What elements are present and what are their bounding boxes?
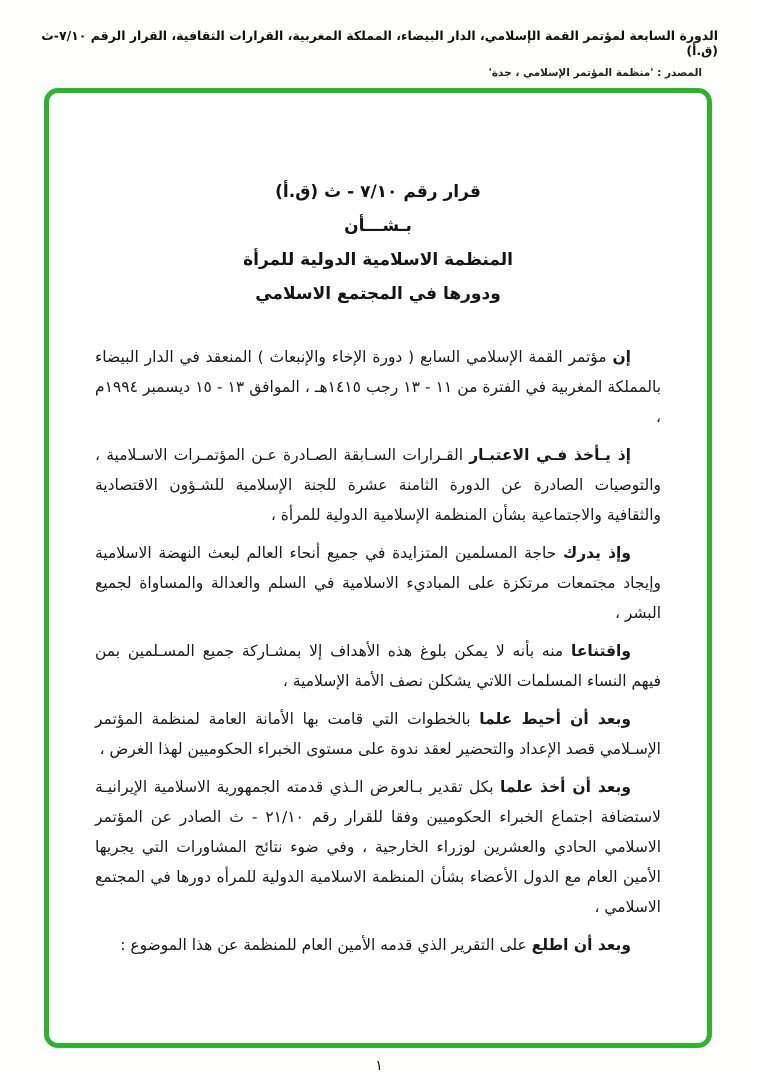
paragraph-text: حاجة المسلمين المتزايدة في جميع أنحاء العالم لبعث النهضة الاسلامية وإيجاد مجتمعات مرتكزة على المباديء الاسلامية في السلم والعدالة والمساواة لجميع البشر ، xyxy=(95,543,661,622)
paragraph xyxy=(95,704,661,764)
paragraph-lead: إن xyxy=(612,347,631,366)
paragraph-lead: وبعد أن اطلع xyxy=(531,935,631,954)
source-line: المصدر : 'منظمة المؤتمر الإسلامي ، جدة' xyxy=(488,67,702,79)
header-citation xyxy=(30,28,718,79)
decision-number-title: قرار رقم ٧/١٠ - ث (ق.أ) xyxy=(275,182,481,202)
paragraph-text: بكل تقدير بـالعرض الـذي قدمته الجمهورية الاسلامية الإيرانيـة لاستضافة اجتماع الخبراء الحكوميين وفقا للقرار رقم ٢١/١٠ - ث الصادر عن المؤتمر الاسلامي الحادي والعشرين لوزراء الخارجية ، وفي ضوء نتائج المشاورات التي يجريها الأمين العام مع الدول الأعضاء بشأن المنظمة الاسلامية الدولية للمرأه دورها في المجتمع الاسلامي ، xyxy=(95,777,661,916)
paragraph-text: مؤتمر القمة الإسلامي السابع ( دورة الإخاء والإنبعاث ) المنعقد في الدار البيضاء بالمملكة المغربية في الفترة من ١١ - ١٣ رجب ١٤١٥هـ ، الموافق ١٣ - ١٥ ديسمبر ١٩٩٤م ، xyxy=(95,347,662,426)
title-block xyxy=(95,181,661,306)
paragraph-lead: وبعد أن أخذ علما xyxy=(500,777,631,796)
paragraph xyxy=(95,930,661,960)
paragraph-lead: إذ يـأخذ فـي الاعتبـار xyxy=(469,445,631,464)
page-number: ١ xyxy=(375,1058,383,1074)
paragraph xyxy=(95,342,661,432)
paragraph xyxy=(95,538,661,628)
paragraph xyxy=(95,636,661,696)
paragraph-lead: وإذ يدرك xyxy=(563,543,631,562)
paragraph xyxy=(95,772,661,922)
subject-title-line2: ودورها في المجتمع الاسلامي xyxy=(255,283,501,304)
subject-word: بـشـــأن xyxy=(344,215,412,236)
paragraph-text: على التقرير الذي قدمه الأمين العام للمنظمة عن هذا الموضوع : xyxy=(120,935,532,954)
paragraph-lead: واقتناعا xyxy=(571,641,631,660)
paragraph-text: منه بأنه لا يمكن بلوغ هذه الأهداف إلا بمشـاركة جميع المسـلمين بمن فيهم النساء المسلمات اللاتي يشكلن نصف الأمة الإسلامية ، xyxy=(95,641,661,690)
subject-title-line1: المنظمة الاسلامية الدولية للمرأة xyxy=(243,249,513,270)
paragraph xyxy=(95,440,661,530)
citation-line: الدورة السابعة لمؤتمر القمة الإسلامي، الدار البيضاء، المملكة المغربية، القرارات الثقافية، القرار الرقم ٧/١٠-ث (ق.أ) xyxy=(41,28,718,58)
decision-frame xyxy=(44,88,712,1048)
paragraph-text: القـرارات السـابقة الصـادرة عـن المؤتمـرات الاسـلامية ، والتوصيات الصادرة عن الدورة الثامنة عشرة للجنة الإسلامية للشـؤون الاقتصادية والثقافية والاجتماعية بشأن المنظمة الإسلامية الدولية للمرأة ، xyxy=(95,445,661,524)
paragraph-lead: وبعد أن أحيط علما xyxy=(479,709,631,728)
decision-body xyxy=(95,342,661,960)
paragraph-text: بالخطوات التي قامت بها الأمانة العامة لمنظمة المؤتمر الإسـلامي قصد الإعداد والتحضير لعقد ندوة على مستوى الخبراء الحكوميين لهذا الغرض ، xyxy=(95,709,661,758)
